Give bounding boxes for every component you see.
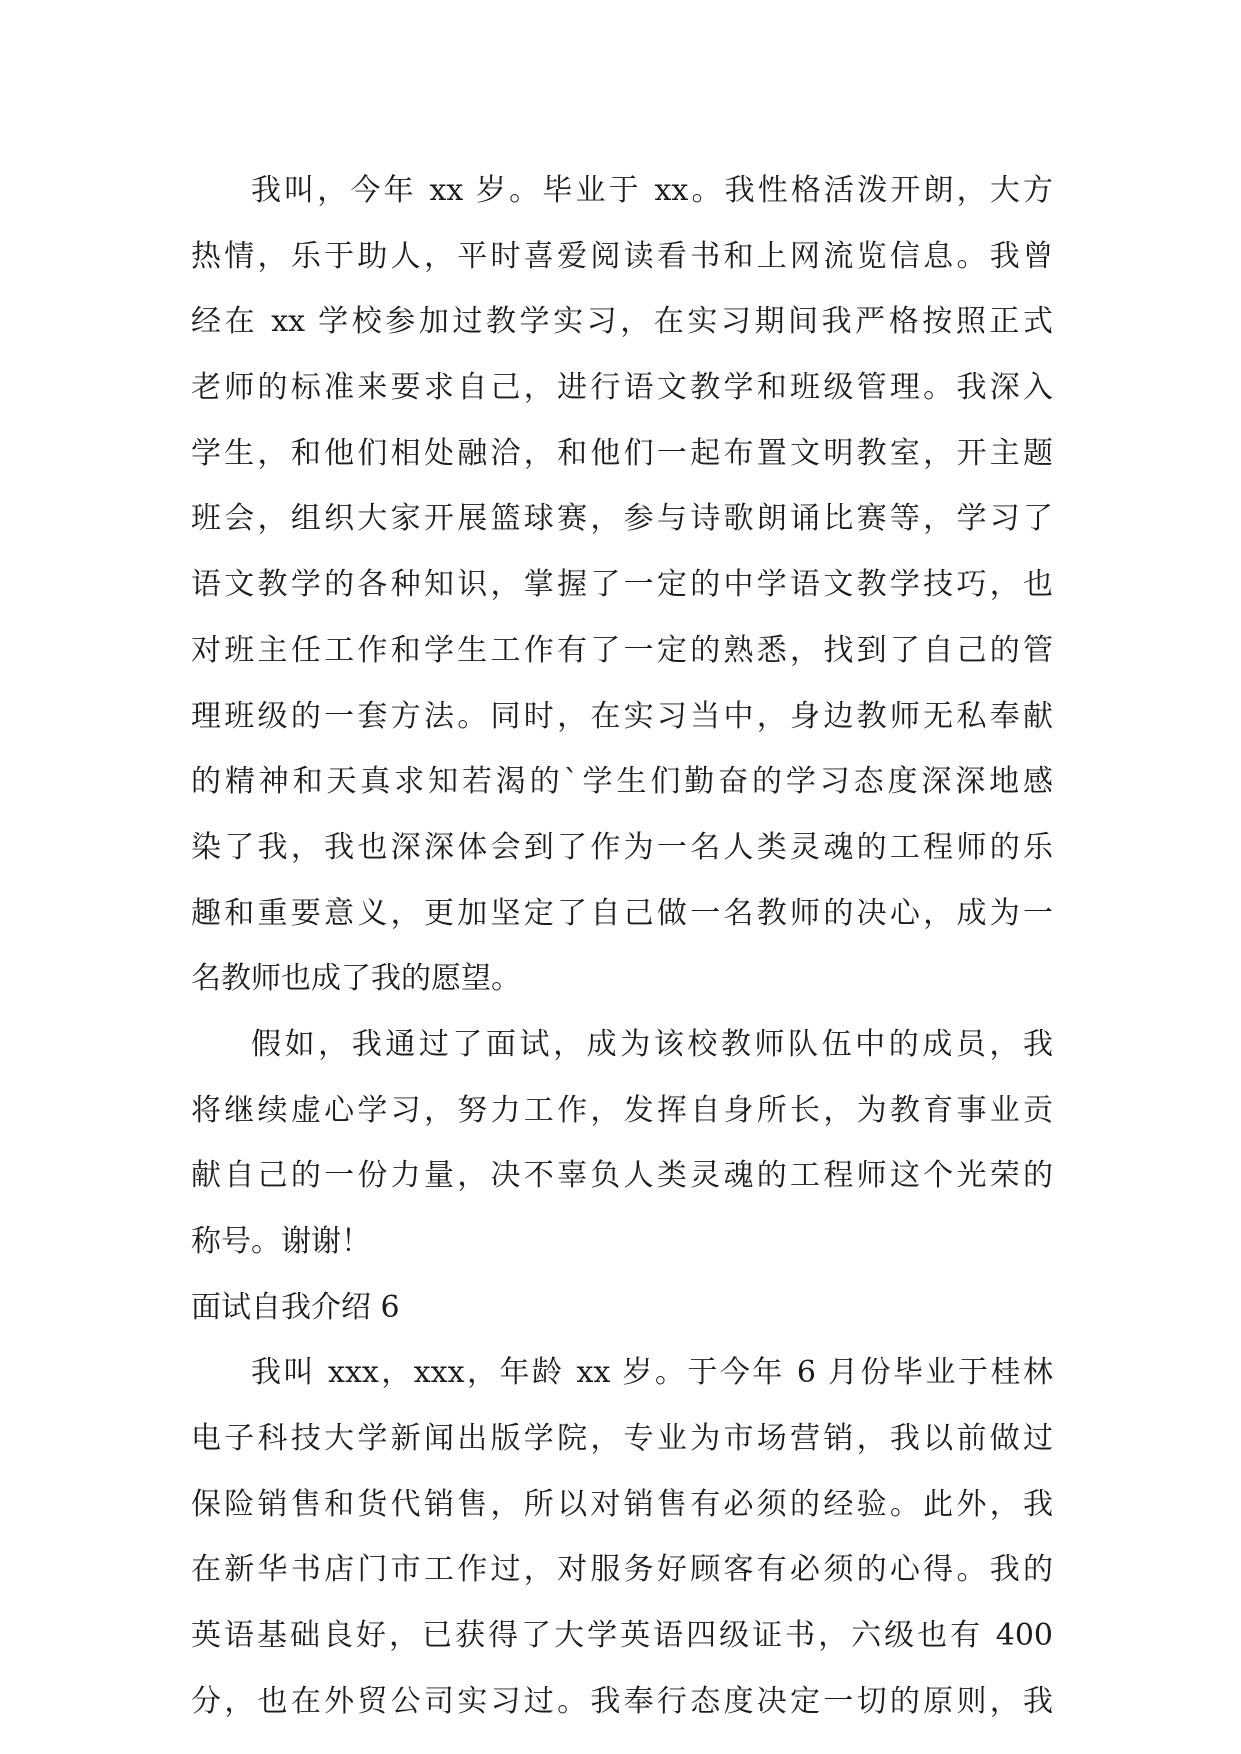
paragraph-1-line: 理班级的一套方法。同时，在实习当中，身边教师无私奉献 — [191, 698, 1053, 734]
paragraph-1-line: 老师的标准来要求自己，进行语文教学和班级管理。我深入 — [191, 370, 1053, 406]
paragraph-3-line: 我叫 xxx，xxx，年龄 xx 岁。于今年 6 月份毕业于桂林 — [251, 1355, 1053, 1391]
paragraph-1-line: 学生，和他们相处融洽，和他们一起布置文明教室，开主题 — [191, 435, 1053, 471]
paragraph-2-line: 称号。谢谢！ — [191, 1224, 371, 1259]
paragraph-2-line: 献自己的一份力量，决不辜负人类灵魂的工程师这个光荣的 — [191, 1158, 1053, 1194]
paragraph-3-line: 保险销售和货代销售，所以对销售有必须的经验。此外，我 — [191, 1486, 1053, 1522]
paragraph-1-line: 名教师也成了我的愿望。 — [191, 961, 521, 997]
document-body — [191, 158, 1053, 1735]
paragraph-2-line: 假如，我通过了面试，成为该校教师队伍中的成员，我 — [251, 1026, 1053, 1062]
paragraph-1-line: 经在 xx 学校参加过教学实习，在实习期间我严格按照正式 — [191, 304, 1053, 340]
paragraph-3-line: 分，也在外贸公司实习过。我奉行态度决定一切的原则，我 — [191, 1683, 1053, 1719]
paragraph-1-line: 班会，组织大家开展篮球赛，参与诗歌朗诵比赛等，学习了 — [191, 501, 1053, 537]
section-title: 面试自我介绍 6 — [191, 1289, 400, 1325]
paragraph-3-line: 英语基础良好，已获得了大学英语四级证书，六级也有 400 — [191, 1618, 1053, 1654]
paragraph-3-line: 电子科技大学新闻出版学院，专业为市场营销，我以前做过 — [191, 1421, 1053, 1457]
paragraph-1-line: 的精神和天真求知若渴的`学生们勤奋的学习态度深深地感 — [191, 764, 1053, 800]
paragraph-1-line: 我叫，今年 xx 岁。毕业于 xx。我性格活泼开朗，大方 — [251, 173, 1053, 208]
paragraph-1-line: 染了我，我也深深体会到了作为一名人类灵魂的工程师的乐 — [191, 829, 1053, 865]
paragraph-1-line: 热情，乐于助人，平时喜爱阅读看书和上网流览信息。我曾 — [191, 238, 1053, 274]
paragraph-1-line: 对班主任工作和学生工作有了一定的熟悉，找到了自己的管 — [191, 632, 1053, 668]
paragraph-2-line: 将继续虚心学习，努力工作，发挥自身所长，为教育事业贡 — [191, 1092, 1053, 1128]
paragraph-1-line: 语文教学的各种知识，掌握了一定的中学语文教学技巧，也 — [191, 567, 1053, 603]
paragraph-3-line: 在新华书店门市工作过，对服务好顾客有必须的心得。我的 — [191, 1552, 1053, 1588]
paragraph-1-line: 趣和重要意义，更加坚定了自己做一名教师的决心，成为一 — [191, 895, 1053, 931]
